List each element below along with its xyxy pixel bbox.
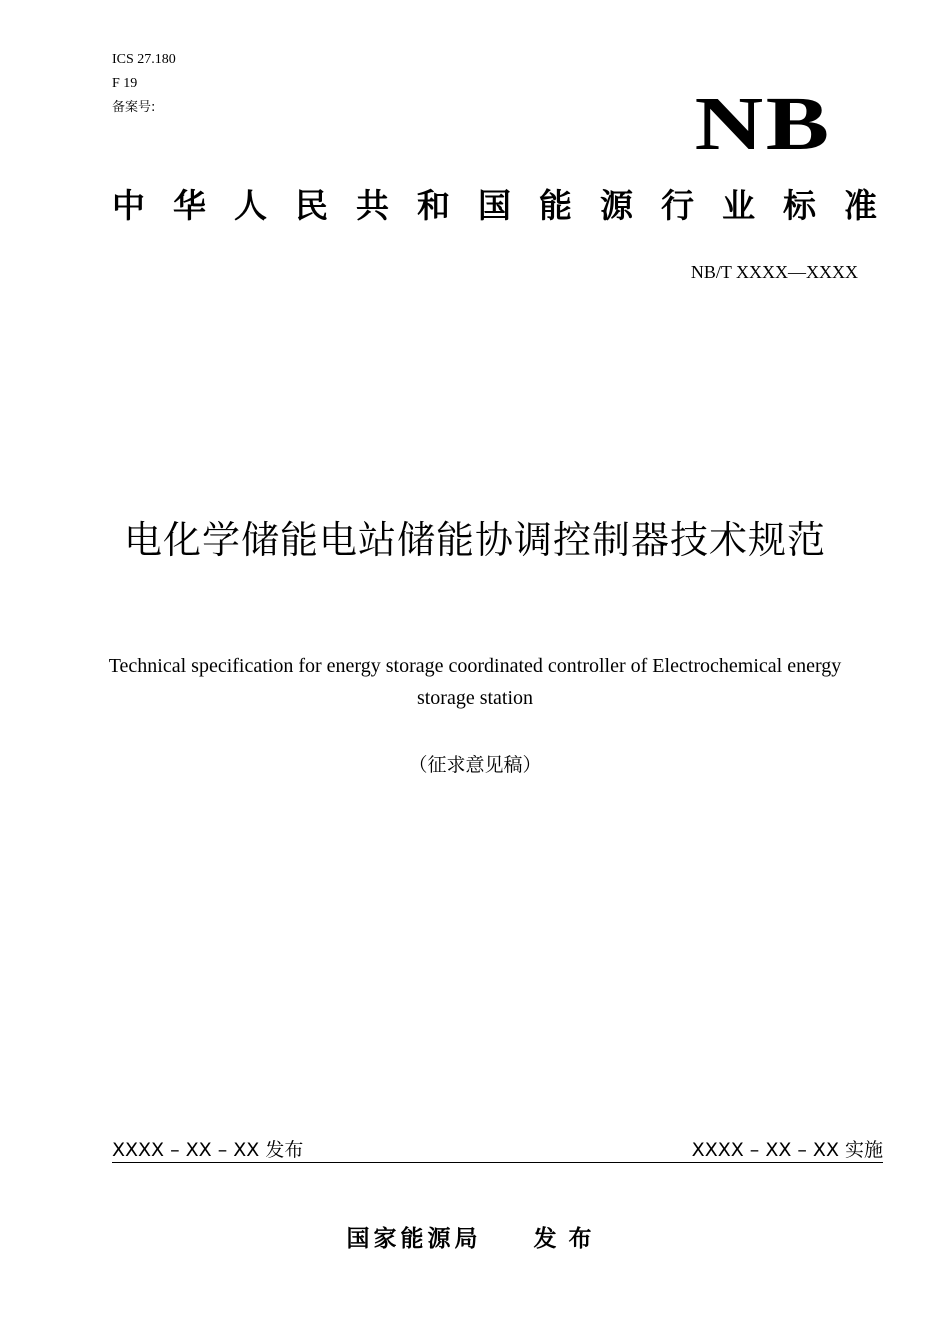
release-date: XXXX – XX – XX 发布 [112,1139,304,1161]
draft-label: （征求意见稿） [408,754,542,776]
issuer-action: 发布 [533,1226,604,1252]
document-metadata [112,48,176,120]
ccs-code: F 19 [112,76,138,91]
standard-number: NB/T XXXX—XXXX [690,262,858,282]
record-number-label: 备案号: [112,100,156,115]
document-title-en: Technical specification for energy storage coordinated controller of Electrochemical energy storage station [108,655,842,709]
issuer-line [0,1222,950,1256]
ics-code: ICS 27.180 [112,52,176,67]
nb-logo: NB [695,82,832,166]
document-title-cn: 电化学储能电站储能协调控制器技术规范 [123,518,826,562]
standard-category: 中华人民共和国能源行业标准 [112,186,905,225]
implementation-date: XXXX – XX – XX 实施 [691,1139,883,1161]
issuer-name: 国家能源局 [346,1226,482,1252]
footer-divider [112,1162,883,1163]
